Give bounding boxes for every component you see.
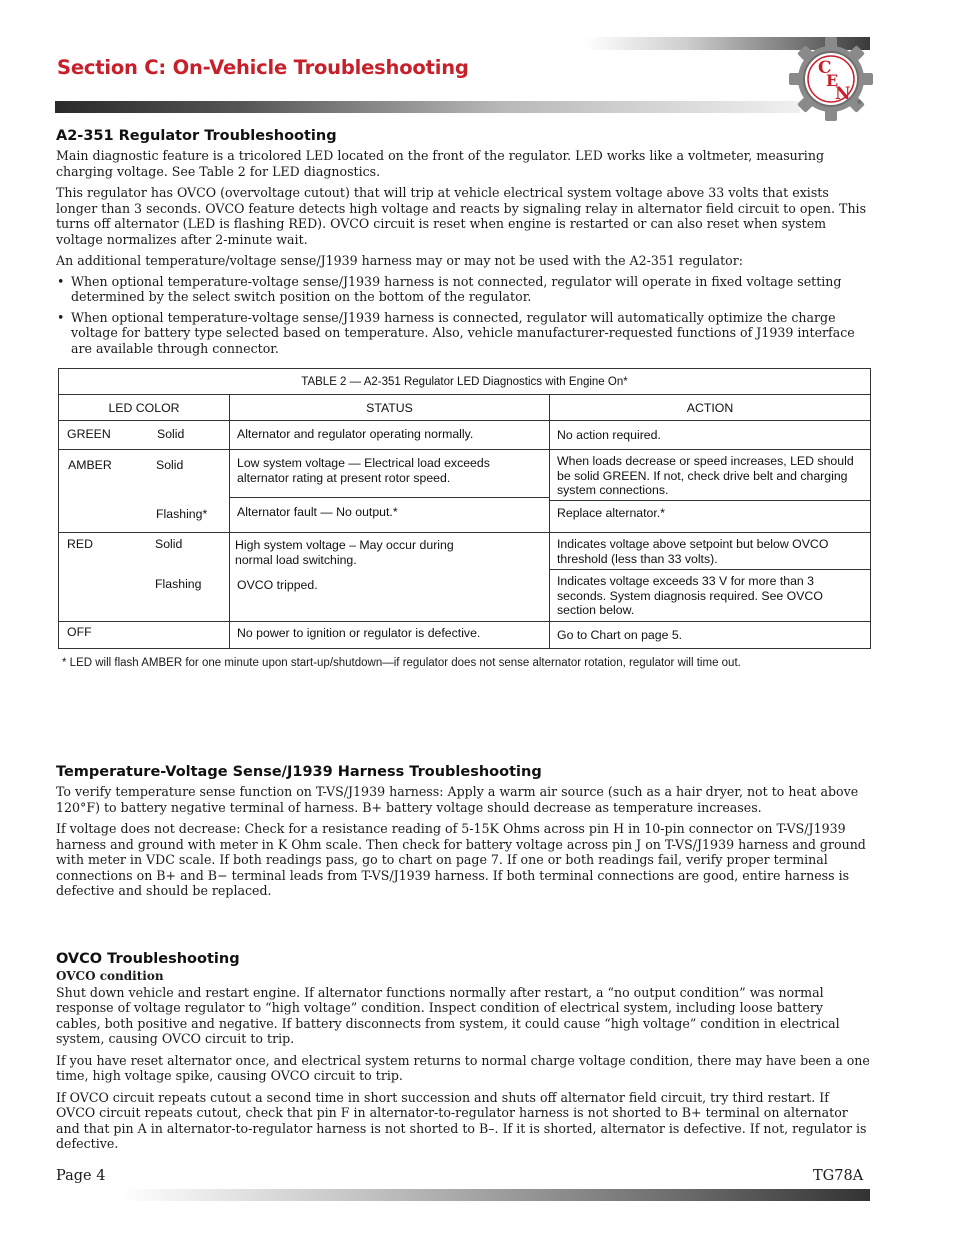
status-red-cell <box>230 533 550 622</box>
tvs-paragraph-2: If voltage does not decrease: Check for a resistance reading of 5-15K Ohms across pin H in 10-pin connector on T-VS/J1939 harness and ground with meter in K Ohm scale. Then check for battery voltage across pin J on T-VS/J1939 harness and ground with meter in VDC scale. If both readings pass, go to chart on page 7. If one or both readings fail, verify proper terminal connections on B+ and B− terminal leads from T-VS/J1939 harness. If both terminal connections are good, entire harness is defective and should be replaced. <box>56 821 866 898</box>
led-state-solid: Solid <box>157 427 185 441</box>
led-state-flashing: Flashing <box>155 577 202 591</box>
bullet-mark: • <box>57 273 65 289</box>
status-green: Alternator and regulator operating normally. <box>230 421 550 450</box>
table-caption: TABLE 2 — A2-351 Regulator LED Diagnostics with Engine On* <box>59 369 871 395</box>
logo-letter-n: N <box>835 84 851 104</box>
bullet-text: When optional temperature-voltage sense/J1939 harness is connected, regulator will automatically optimize the charge voltage for battery type selected based on temperature. Also, vehicle manufacturer-requested functions of J1939 interface are available through connector. <box>71 309 855 356</box>
led-color-amber: AMBER <box>68 458 112 472</box>
harness-bullet-list <box>56 274 871 357</box>
bullet-mark: • <box>57 309 65 325</box>
tvs-paragraph-1: To verify temperature sense function on T-VS/J1939 harness: Apply a warm air source (such as a hair dryer, not to heat above 120°F) to battery negative terminal of harness. B+ battery voltage should decrease as temperature increases. <box>56 784 859 815</box>
ovco-section <box>56 951 871 1152</box>
led-state-solid: Solid <box>156 458 184 472</box>
a2-351-paragraph-1: Main diagnostic feature is a tricolored LED located on the front of the regulator. LED works like a voltmeter, measuring charging voltage. See Table 2 for LED diagnostics. <box>56 148 825 179</box>
a2-351-paragraph-3: An additional temperature/voltage sense/J1939 harness may or may not be used with the A2-351 regulator: <box>56 253 744 268</box>
logo-letter-c: C <box>818 58 832 78</box>
action-amber-flashing: Replace alternator.* <box>550 500 870 525</box>
ovco-paragraph-2: If you have reset alternator once, and electrical system returns to normal charge voltage condition, there may have been a one time, high voltage spike, causing OVCO circuit to trip. <box>56 1052 870 1083</box>
ovco-paragraph-3: If OVCO circuit repeats cutout a second time in short succession and shuts off alternator field circuit, try third restart. If OVCO circuit repeats cutout, check that pin F in alternator-to-regulator harness is not shorted to B+ terminal on alternator and that pin A in alternator-to-regulator harness is not shorted to B–. If it is shorted, alternator is defective. If not, regulator is defective. <box>56 1089 867 1151</box>
status-red-solid: High system voltage – May occur during normal load switching. <box>235 538 454 567</box>
footer-gradient-bar <box>120 1189 870 1201</box>
led-cell-red <box>59 533 230 622</box>
led-diagnostics-table <box>58 368 871 649</box>
led-cell-off <box>59 622 230 649</box>
action-red-solid: Indicates voltage above setpoint but below OVCO threshold (less than 33 volts). <box>557 537 829 566</box>
list-item <box>56 310 871 357</box>
led-cell-amber <box>59 450 230 533</box>
action-off: Go to Chart on page 5. <box>550 622 871 649</box>
status-amber-cell <box>230 450 550 533</box>
section-title: Section C: On-Vehicle Troubleshooting <box>57 56 469 79</box>
table-row <box>59 450 871 533</box>
led-color-off: OFF <box>67 625 92 639</box>
table-footnote: * LED will flash AMBER for one minute upon start-up/shutdown—if regulator does not sense alternator rotation, regulator will time out. <box>62 657 741 669</box>
led-color-red: RED <box>67 537 93 551</box>
action-amber-solid: When loads decrease or speed increases, LED should be solid GREEN. If not, check drive belt and charging system connections. <box>557 454 854 497</box>
a2-351-heading: A2-351 Regulator Troubleshooting <box>56 128 337 144</box>
column-header-led-color: LED COLOR <box>59 395 230 421</box>
list-item <box>56 274 871 305</box>
header-underline-gradient-bar <box>55 101 800 113</box>
gear-logo-icon <box>788 36 874 122</box>
led-color-green: GREEN <box>67 427 111 441</box>
action-green: No action required. <box>550 421 871 450</box>
action-amber-cell <box>550 450 871 533</box>
status-amber-flashing: Alternator fault — No output.* <box>230 497 549 525</box>
a2-351-section <box>56 128 871 361</box>
bullet-text: When optional temperature-voltage sense/J1939 harness is not connected, regulator will operate in fixed voltage setting determined by the select switch position on the bottom of the regulator. <box>71 273 842 304</box>
tvs-section <box>56 764 871 899</box>
status-amber-solid: Low system voltage — Electrical load exceeds alternator rating at present rotor speed. <box>237 456 490 485</box>
status-red-flashing: OVCO tripped. <box>237 578 318 592</box>
table-row <box>59 533 871 622</box>
column-header-status: STATUS <box>230 395 550 421</box>
table-row <box>59 421 871 450</box>
ovco-subheading: OVCO condition <box>56 969 164 983</box>
document-id: TG78A <box>813 1168 864 1184</box>
led-state-solid: Solid <box>155 537 183 551</box>
ovco-paragraph-1: Shut down vehicle and restart engine. If alternator functions normally after restart, a “no output condition” was normal response of voltage regulator to “high voltage” condition. Inspect condition of electrical system, including loose battery cables, both positive and negative. If battery disconnects from system, it could cause “high voltage” condition in electrical system, causing OVCO circuit to trip. <box>56 984 840 1046</box>
led-cell-green <box>59 421 230 450</box>
logo-registered-mark: ® <box>857 100 862 106</box>
table-row <box>59 622 871 649</box>
led-state-flashing: Flashing* <box>156 507 208 521</box>
ovco-heading: OVCO Troubleshooting <box>56 951 240 967</box>
column-header-action: ACTION <box>550 395 871 421</box>
action-red-flashing: Indicates voltage exceeds 33 V for more than 3 seconds. System diagnosis required. See OVCO section below. <box>550 569 870 621</box>
tvs-heading: Temperature-Voltage Sense/J1939 Harness Troubleshooting <box>56 764 542 780</box>
page-number: Page 4 <box>56 1168 106 1184</box>
a2-351-paragraph-2: This regulator has OVCO (overvoltage cutout) that will trip at vehicle electrical system voltage above 33 volts that exists longer than 3 seconds. OVCO feature detects high voltage and reacts by signaling relay in alternator field circuit to open. This turns off alternator (LED is flashing RED). OVCO circuit is reset when engine is restarted or can also reset when system voltage normalizes after 2-minute wait. <box>56 185 867 247</box>
action-red-cell <box>550 533 871 622</box>
status-off: No power to ignition or regulator is defective. <box>230 622 550 649</box>
logo-letter-e: E <box>826 71 839 90</box>
